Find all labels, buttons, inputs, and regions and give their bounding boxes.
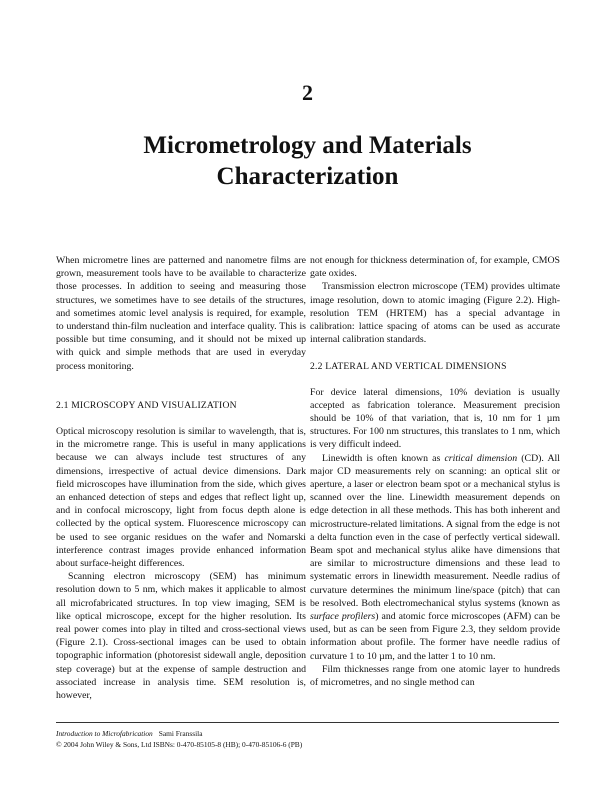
paragraph-lateral-dimensions: For device lateral dimensions, 10% deviation is usually accepted as fabrication tolerance. Measurement precision should be 10% of that variation, that is, 10 nm for 1 µm structures. For 100 nm structures, this translates to 1 nm, which is very difficult indeed. [310,386,560,451]
intro-paragraph: When micrometre lines are patterned and nanometre films are grown, measurement tools have to be available to characterize those processes. In addition to seeing and measuring those structures, we sometimes have to see details of the structures, and sometimes atomic level analysis is required, for example, to understand thin-film nucleation and interface quality. This is possible but time consuming, and it should not be mixed up with quick and simple methods that are used in everyday process monitoring. [56,255,306,372]
paragraph-optical-microscopy: Optical microscopy resolution is similar to wavelength, that is, in the micrometre range. This is useful in many applications because we can always include test structures of any dimensions, irrespective of actual device dimensions. Dark field microscopes have illumination from the side, which gives an enhanced detection of steps and edges that reflect light up, and in confocal microscopy, light from focus depth alone is collected by the optical system. Fluorescence microscopy can be used to see organic residues on the wafer and Nomarski interference contrast images provide enhanced information about surface-height differences. [56,426,306,570]
right-column [310,254,560,689]
chapter-title-line2: Characterization [216,163,399,190]
chapter-number: 2 [302,80,313,105]
left-column [56,254,306,702]
linewidth-text-c: ) and atomic force microscopes (AFM) can be used, but as can be seen from Figure 2.3, they seldom provide information about profile. The former have needle radius of curvature 1 to 10 µm, and the latter 1 to 10 nm. [310,611,560,662]
term-critical-dimension: critical dimension [444,452,518,464]
footer-rule [56,722,559,723]
footer-line1 [56,728,559,739]
footer-book-title: Introduction to Microfabrication [56,729,153,738]
paragraph-sem: Scanning electron microscopy (SEM) has minimum resolution down to 5 nm, which makes it applicable to almost all microfabricated structures. In top view imaging, SEM is like optical microscope, except for the higher resolution. Its real power comes into play in tilted and cross-sectional views (Figure 2.1). Cross-sectional images can be used to obtain topographic information (photoresist sidewall angle, deposition step coverage) but at the expense of sample destruction and associated increase in analysis time. SEM resolution is, however, [56,571,306,702]
footer-line2: © 2004 John Wiley & Sons, Ltd ISBNs: 0-470-85105-8 (HB); 0-470-85106-6 (PB) [56,740,303,749]
page-footer [56,728,559,750]
paragraph-continuation: not enough for thickness determination of, for example, CMOS gate oxides. [310,255,560,280]
paragraph-linewidth [310,452,560,663]
chapter-title [0,130,615,192]
paragraph-film-thickness: Film thicknesses range from one atomic layer to hundreds of micrometres, and no single method can [310,663,560,689]
section-heading-microscopy: 2.1 MICROSCOPY AND VISUALIZATION [56,399,237,411]
linewidth-text-b: (CD). All major CD measurements rely on scanning: an optical slit or aperture, a laser or electron beam spot or a mechanical stylus is scanned over the line. Linewidth measurement depends on edge detection in all these methods. This has both inherent and microstructure-related limitations. A signal from the edge is not a delta function even in the case of perfectly vertical sidewall. Beam spot and mechanical stylus alike have dimensions that are similar to microstructure dimensions and these lead to systematic errors in linewidth measurement. Needle radius of curvature determines the minimum line/space (pitch) that can be resolved. Both electromechanical stylus systems (known as [310,452,560,609]
section-heading-dimensions: 2.2 LATERAL AND VERTICAL DIMENSIONS [310,361,507,373]
linewidth-text-a: Linewidth is often known as [322,452,445,464]
term-surface-profilers: surface profilers [310,611,376,623]
chapter-title-line1: Micrometrology and Materials [143,132,472,159]
footer-author: Sami Franssila [158,729,203,738]
paragraph-tem: Transmission electron microscope (TEM) provides ultimate image resolution, down to atomic imaging (Figure 2.2). High-resolution TEM (HRTEM) has a special advantage in calibration: lattice spacing of atoms can be used as accurate internal calibration standards. [310,281,560,346]
